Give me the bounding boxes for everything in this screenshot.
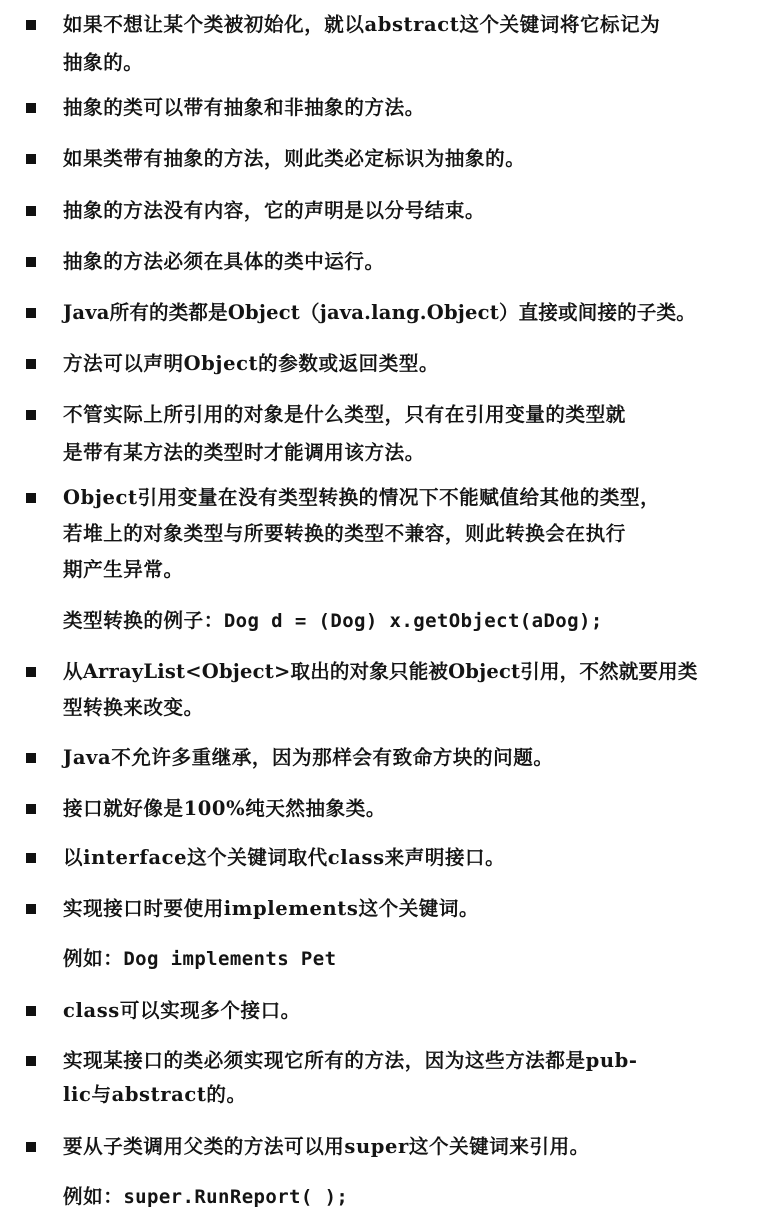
list-item-line: 抽象的。 (63, 51, 144, 74)
list-item-line: 方法可以声明Object的参数或返回类型。 (63, 352, 440, 375)
list-item-line: 从ArrayList<Object>取出的对象只能被Object引用，不然就要用类 (63, 660, 698, 683)
list-item-line: 实现某接口的类必须实现它所有的方法，因为这些方法都是pub- (63, 1049, 638, 1072)
bullet-icon (26, 103, 36, 113)
example-label: 类型转换的例子： (63, 609, 224, 632)
list-item-line: 抽象的方法没有内容，它的声明是以分号结束。 (63, 199, 486, 222)
list-item-line: class可以实现多个接口。 (63, 999, 301, 1022)
list-item-line: 如果类带有抽象的方法，则此类必定标识为抽象的。 (63, 147, 526, 170)
list-item-line: Object引用变量在没有类型转换的情况下不能赋值给其他的类型， (63, 486, 661, 509)
bullet-icon (26, 1006, 36, 1016)
bullet-icon (26, 410, 36, 420)
list-item-line: 实现接口时要使用implements这个关键词。 (63, 897, 480, 920)
bullet-icon (26, 1142, 36, 1152)
code-snippet: super.RunReport( ); (123, 1186, 349, 1208)
list-item-line: 要从子类调用父类的方法可以用super这个关键词来引用。 (63, 1135, 590, 1158)
list-item-line: lic与abstract的。 (63, 1083, 247, 1106)
example-label: 例如： (63, 947, 124, 970)
list-item-line: 若堆上的对象类型与所要转换的类型不兼容，则此转换会在执行 (63, 522, 626, 545)
list-item-line: 以interface这个关键词取代class来声明接口。 (63, 846, 506, 869)
list-item-line: Java不允许多重继承，因为那样会有致命方块的问题。 (63, 746, 554, 769)
bullet-icon (26, 1056, 36, 1066)
list-item-line: 如果不想让某个类被初始化，就以abstract这个关键词将它标记为 (63, 13, 661, 36)
bullet-icon (26, 667, 36, 677)
code-snippet: Dog d = (Dog) x.getObject(aDog); (223, 610, 603, 632)
bullet-icon (26, 308, 36, 318)
list-item-line: 接口就好像是100%纯天然抽象类。 (63, 797, 386, 820)
bullet-icon (26, 753, 36, 763)
example-label: 例如： (63, 1185, 124, 1208)
bullet-icon (26, 359, 36, 369)
list-item-line: 抽象的方法必须在具体的类中运行。 (63, 250, 385, 273)
bullet-icon (26, 20, 36, 30)
list-item-line: Java所有的类都是Object（java.lang.Object）直接或间接的子类。 (63, 301, 696, 324)
bullet-icon (26, 154, 36, 164)
bullet-icon (26, 206, 36, 216)
bullet-icon (26, 853, 36, 863)
bullet-icon (26, 904, 36, 914)
bullet-icon (26, 804, 36, 814)
bullet-icon (26, 493, 36, 503)
list-item-line: 期产生异常。 (63, 558, 184, 581)
bullet-icon (26, 257, 36, 267)
list-item-line: 抽象的类可以带有抽象和非抽象的方法。 (63, 96, 425, 119)
list-item-line: 不管实际上所引用的对象是什么类型，只有在引用变量的类型就 (63, 403, 626, 426)
code-snippet: Dog implements Pet (123, 948, 337, 970)
list-item-line: 型转换来改变。 (63, 696, 204, 719)
list-item-line: 是带有某方法的类型时才能调用该方法。 (63, 441, 425, 464)
